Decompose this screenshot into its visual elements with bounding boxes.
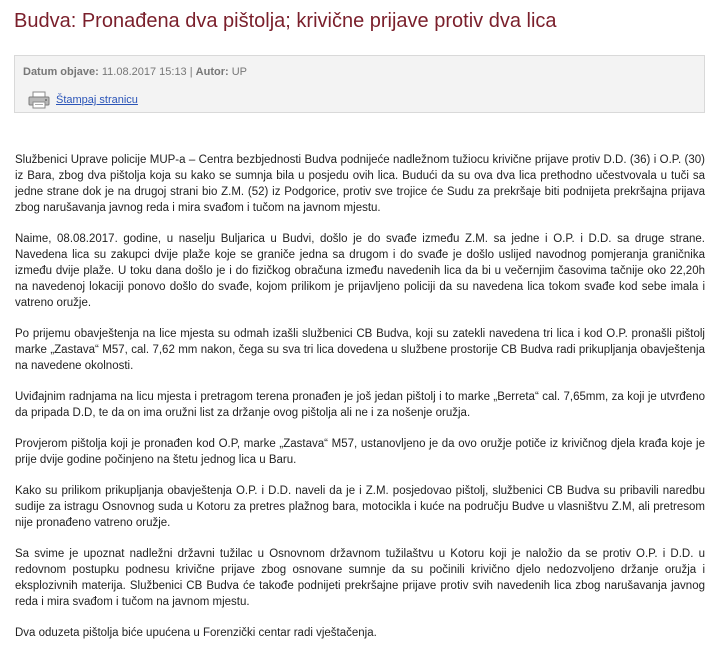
article-body bbox=[15, 152, 705, 656]
article-meta bbox=[23, 66, 247, 78]
article-paragraph: Naime, 08.08.2017. godine, u naselju Buljarica u Budvi, došlo je do svađe između Z.M. sa jedne i O.P. i D.D. sa druge strane. Navedena lica su zakupci dvije plaže koje se graniče jedna sa drugom i do svađe je došlo uslijed navodnog pomjeranja graničnika između dvije plaže. U toku dana došlo je i do fizičkog obračuna između navedenih lica da bi u večernjim časovima tačnije oko 22,20h na navedenoj lokaciji ponovo došlo do svađe, kojom prilikom je prijavljeno policiji da su navedena lica tokom svađe kod sebe imala i vatreno oružje. bbox=[15, 233, 705, 309]
author-label: Autor: bbox=[195, 66, 229, 78]
article-paragraph: Kako su prilikom prikupljanja obavještenja O.P. i D.D. naveli da je i Z.M. posjedovao pištolj, službenici CB Budva su pribavili naredbu sudije za istragu Osnovnog suda u Kotoru za pretres plažnog bara, motocikla i kuće na području Budve u vlasništvu Z.M, ali pretresom nije pronađeno vatreno oružje. bbox=[15, 485, 705, 529]
article-title: Budva: Pronađena dva pištolja; krivične prijave protiv dva lica bbox=[14, 10, 557, 32]
article-paragraph: Provjerom pištolja koji je pronađen kod O.P, marke „Zastava“ M57, ustanovljeno je da ovo oružje potiče iz krivičnog djela krađa koje je prije dvije godine počinjeno na štetu jednog lica u Baru. bbox=[15, 438, 705, 466]
article-paragraph: Sa svime je upoznat nadležni državni tužilac u Osnovnom državnom tužilaštvu u Kotoru koji je naložio da se protiv O.P. i D.D. u redovnom postupku podnesu krivične prijave zbog osnovane sumnje da su počinili krivično djelo nedozvoljeno držanje oružja i eksplozivnih materija. Službenici CB Budva će takođe podnijeti prekršajne prijave protiv svih navedenih lica zbog narušavanja javnog reda i mira svađom i tučom na javnom mjestu. bbox=[15, 548, 705, 608]
author-value: UP bbox=[231, 66, 248, 78]
meta-separator: | bbox=[189, 66, 193, 78]
article-meta-box bbox=[14, 55, 705, 113]
date-value: 11.08.2017 15:13 bbox=[101, 66, 187, 78]
article-paragraph: Po prijemu obavještenja na lice mjesta su odmah izašli službenici CB Budva, koji su zatekli navedena tri lica i kod O.P. pronašli pištolj marke „Zastava“ M57, cal. 7,62 mm nakon, čega su sva tri lica dovedena u službene prostorije CB Budva radi prikupljanja obavještenja na navedene okolnosti. bbox=[15, 328, 705, 372]
article-paragraph: Dva oduzeta pištolja biće upućena u Forenzički centar radi vještačenja. bbox=[15, 627, 377, 639]
print-page-action[interactable] bbox=[28, 90, 138, 110]
article-paragraph: Uviđajnim radnjama na licu mjesta i pretragom terena pronađen je još jedan pištolj i to marke „Berreta“ cal. 7,65mm, za koji je utvrđeno da pripada D.D, te da on ima oružni list za držanje ovog pištolja ali ne i za nošenje oružja. bbox=[15, 391, 705, 419]
print-page-link[interactable]: Štampaj stranicu bbox=[56, 94, 138, 106]
article-paragraph: Službenici Uprave policije MUP-a – Centra bezbjednosti Budva podnijeće nadležnom tužiocu krivične prijave protiv D.D. (36) i O.P. (30) iz Bara, zbog dva pištolja koja su kako se sumnja bila u posjedu ovih lica. Budući da su ova dva lica prethodno učestvovala u tuči sa jedne strane dok je na drugoj strani bio Z.M. (52) iz Podgorice, protiv sve trojice će Sudu za prekršaje biti podnijeta prekršajna prijava zbog narušavanja javnog reda i mira svađom i tučom na javnom mjestu. bbox=[15, 154, 705, 214]
date-label: Datum objave: bbox=[23, 66, 99, 78]
printer-icon[interactable] bbox=[28, 91, 50, 109]
